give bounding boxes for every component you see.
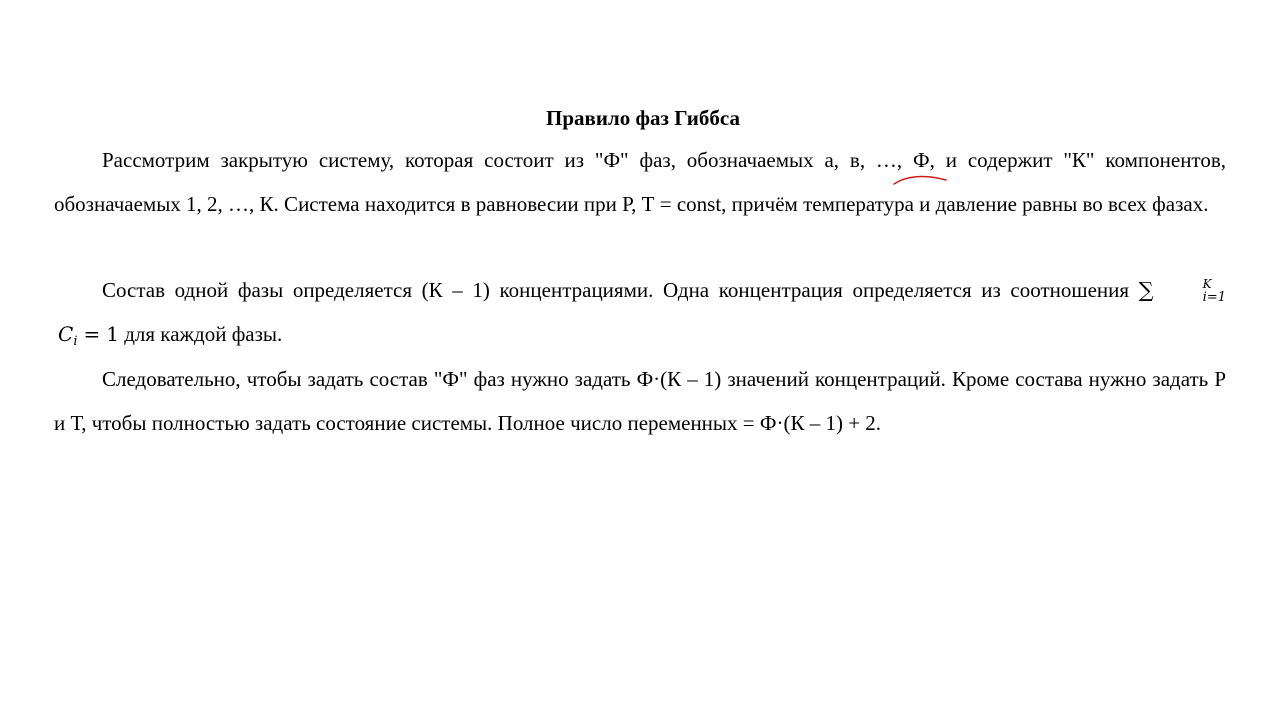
sum-upper-limit: K	[1202, 276, 1212, 291]
formula-equals: =	[83, 321, 101, 346]
page-title: Правило фаз Гиббса	[546, 106, 740, 130]
paragraph-2-ending: для каждой фазы.	[124, 321, 283, 346]
sum-symbol: ∑	[1138, 278, 1154, 302]
sum-lower-limit: i=1	[1202, 289, 1226, 305]
paragraph-1: Рассмотрим закрытую систему, которая состоит из "Ф" фаз, обозначаемых а, в, …, Ф, и содержит "К" компонентов, обозначаемых 1, 2, …, К. Система находится в равновесии при Р, Т = const, причём температура и давление равны во всех фазах.	[54, 148, 1226, 216]
paragraph-2	[54, 269, 1226, 363]
paragraph-2-text: Состав одной фазы определяется (К – 1) концентрациями. Одна концентрация определяется из соотношения	[102, 278, 1130, 302]
paragraph-3: Следовательно, чтобы задать состав "Ф" фаз нужно задать Ф·(К – 1) значений концентраций. Кроме состава нужно задать Р и Т, чтобы полностью задать состояние системы. Полное число переменных = Ф·(К – 1) + 2.	[54, 367, 1226, 435]
formula-subscript: i	[73, 333, 78, 349]
formula-variable: C	[58, 321, 74, 346]
red-ink-annotation	[892, 172, 952, 188]
formula-rhs: 1	[106, 321, 119, 346]
sum-limits	[1155, 278, 1226, 304]
